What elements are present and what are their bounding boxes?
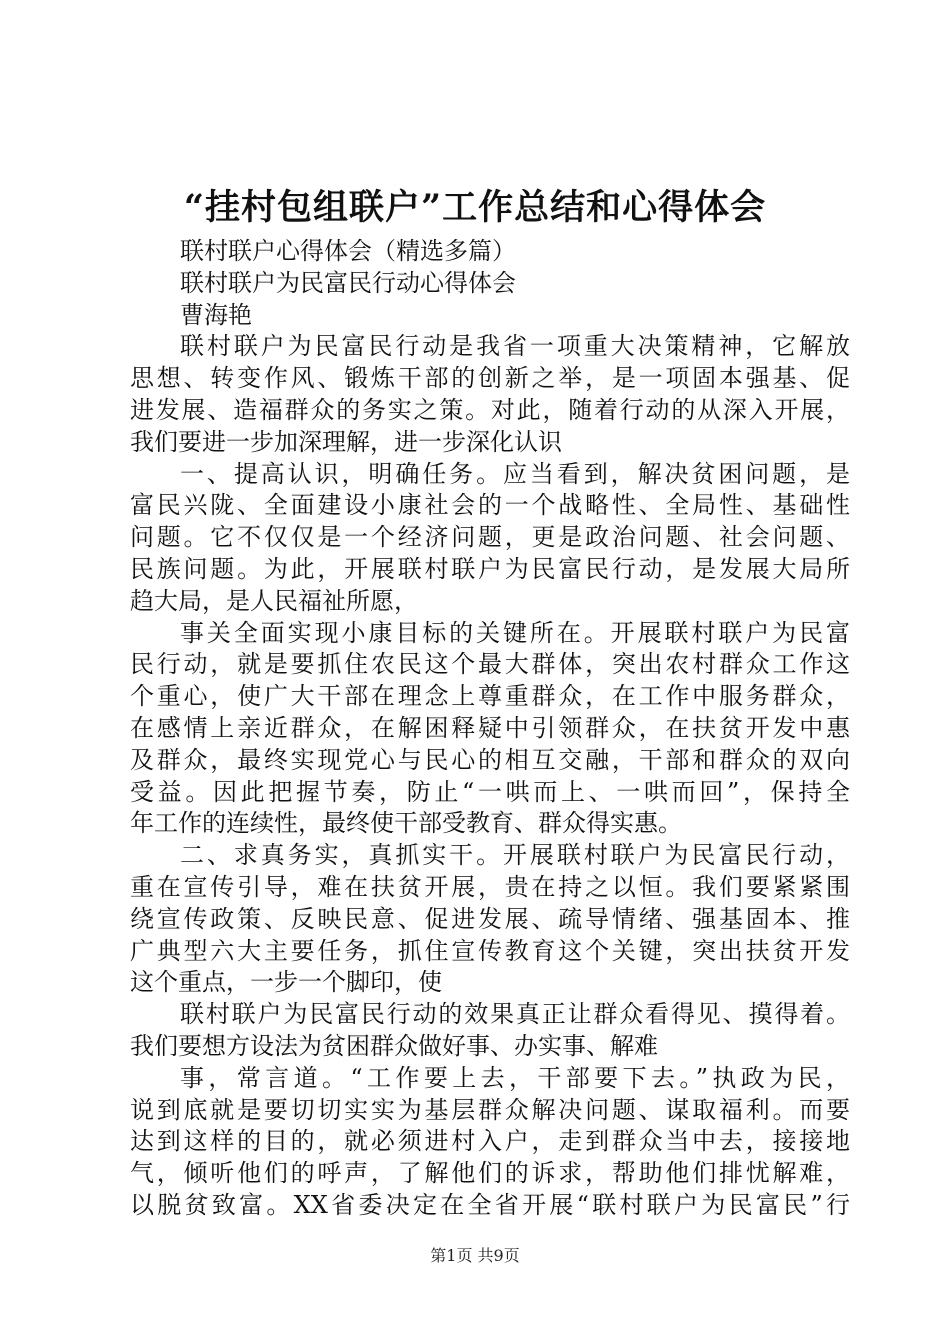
text-line: 这个重点，一步一个脚印，使 — [130, 968, 442, 997]
text-line: 联村联户为民富民行动的效果真正让群众看得见、摸得着。 — [180, 1000, 850, 1029]
text-line: 事，常言道。“工作要上去，干部要下去。”执政为民， — [180, 1063, 850, 1092]
text-line: 趋大局，是人民福祉所愿， — [130, 586, 418, 615]
text-line: 个重心，使广大干部在理念上尊重群众，在工作中服务群众， — [130, 682, 850, 711]
text-line: 事关全面实现小康目标的关键所在。开展联村联户为民富 — [180, 618, 850, 647]
text-line: 重在宣传引导，难在扶贫开展，贵在持之以恒。我们要紧紧围 — [130, 872, 850, 901]
text-line: 民族问题。为此，开展联村联户为民富民行动，是发展大局所 — [130, 554, 850, 583]
page-footer: 第1页 共9页 — [430, 1246, 520, 1265]
text-line: 曹海艳 — [180, 300, 252, 329]
text-line: 二、求真务实，真抓实干。开展联村联户为民富民行动， — [180, 841, 850, 870]
text-line: 民行动，就是要抓住农民这个最大群体，突出农村群众工作这 — [130, 650, 850, 679]
text-line: 气，倾听他们的呼声，了解他们的诉求，帮助他们排忧解难， — [130, 1159, 850, 1188]
text-line: 说到底就是要切切实实为基层群众解决问题、谋取福利。而要 — [130, 1095, 850, 1124]
text-line: 问题。它不仅仅是一个经济问题，更是政治问题、社会问题、 — [130, 523, 850, 552]
document-body — [130, 236, 850, 1222]
text-line: 进发展、造福群众的务实之策。对此，随着行动的从深入开展， — [130, 395, 850, 424]
text-line: 年工作的连续性，最终使干部受教育、群众得实惠。 — [130, 809, 682, 838]
text-line: 联村联户为民富民行动是我省一项重大决策精神，它解放 — [180, 332, 850, 361]
text-line: 广典型六大主要任务，抓住宣传教育这个关键，突出扶贫开发 — [130, 936, 850, 965]
text-line: 及群众，最终实现党心与民心的相互交融，干部和群众的双向 — [130, 745, 850, 774]
text-line: 受益。因此把握节奏，防止“一哄而上、一哄而回”，保持全 — [130, 777, 850, 806]
text-line: 以脱贫致富。XX省委决定在全省开展“联村联户为民富民”行 — [130, 1190, 850, 1219]
text-line: 一、提高认识，明确任务。应当看到，解决贫困问题，是 — [180, 459, 850, 488]
text-line: 我们要想方设法为贫困群众做好事、办实事、解难 — [130, 1031, 658, 1060]
text-line: 联村联户为民富民行动心得体会 — [180, 268, 516, 297]
text-line: 在感情上亲近群众，在解困释疑中引领群众，在扶贫开发中惠 — [130, 713, 850, 742]
text-line: 我们要进一步加深理解，进一步深化认识 — [130, 427, 562, 456]
text-line: 富民兴陇、全面建设小康社会的一个战略性、全局性、基础性 — [130, 491, 850, 520]
document-title: “挂村包组联户”工作总结和心得体会 — [183, 187, 767, 228]
text-line: 思想、转变作风、锻炼干部的创新之举，是一项固本强基、促 — [130, 364, 850, 393]
text-line: 绕宣传政策、反映民意、促进发展、疏导情绪、强基固本、推 — [130, 904, 850, 933]
text-line: 联村联户心得体会（精选多篇） — [180, 237, 516, 265]
text-line: 达到这样的目的，就必须进村入户，走到群众当中去，接接地 — [130, 1127, 850, 1156]
